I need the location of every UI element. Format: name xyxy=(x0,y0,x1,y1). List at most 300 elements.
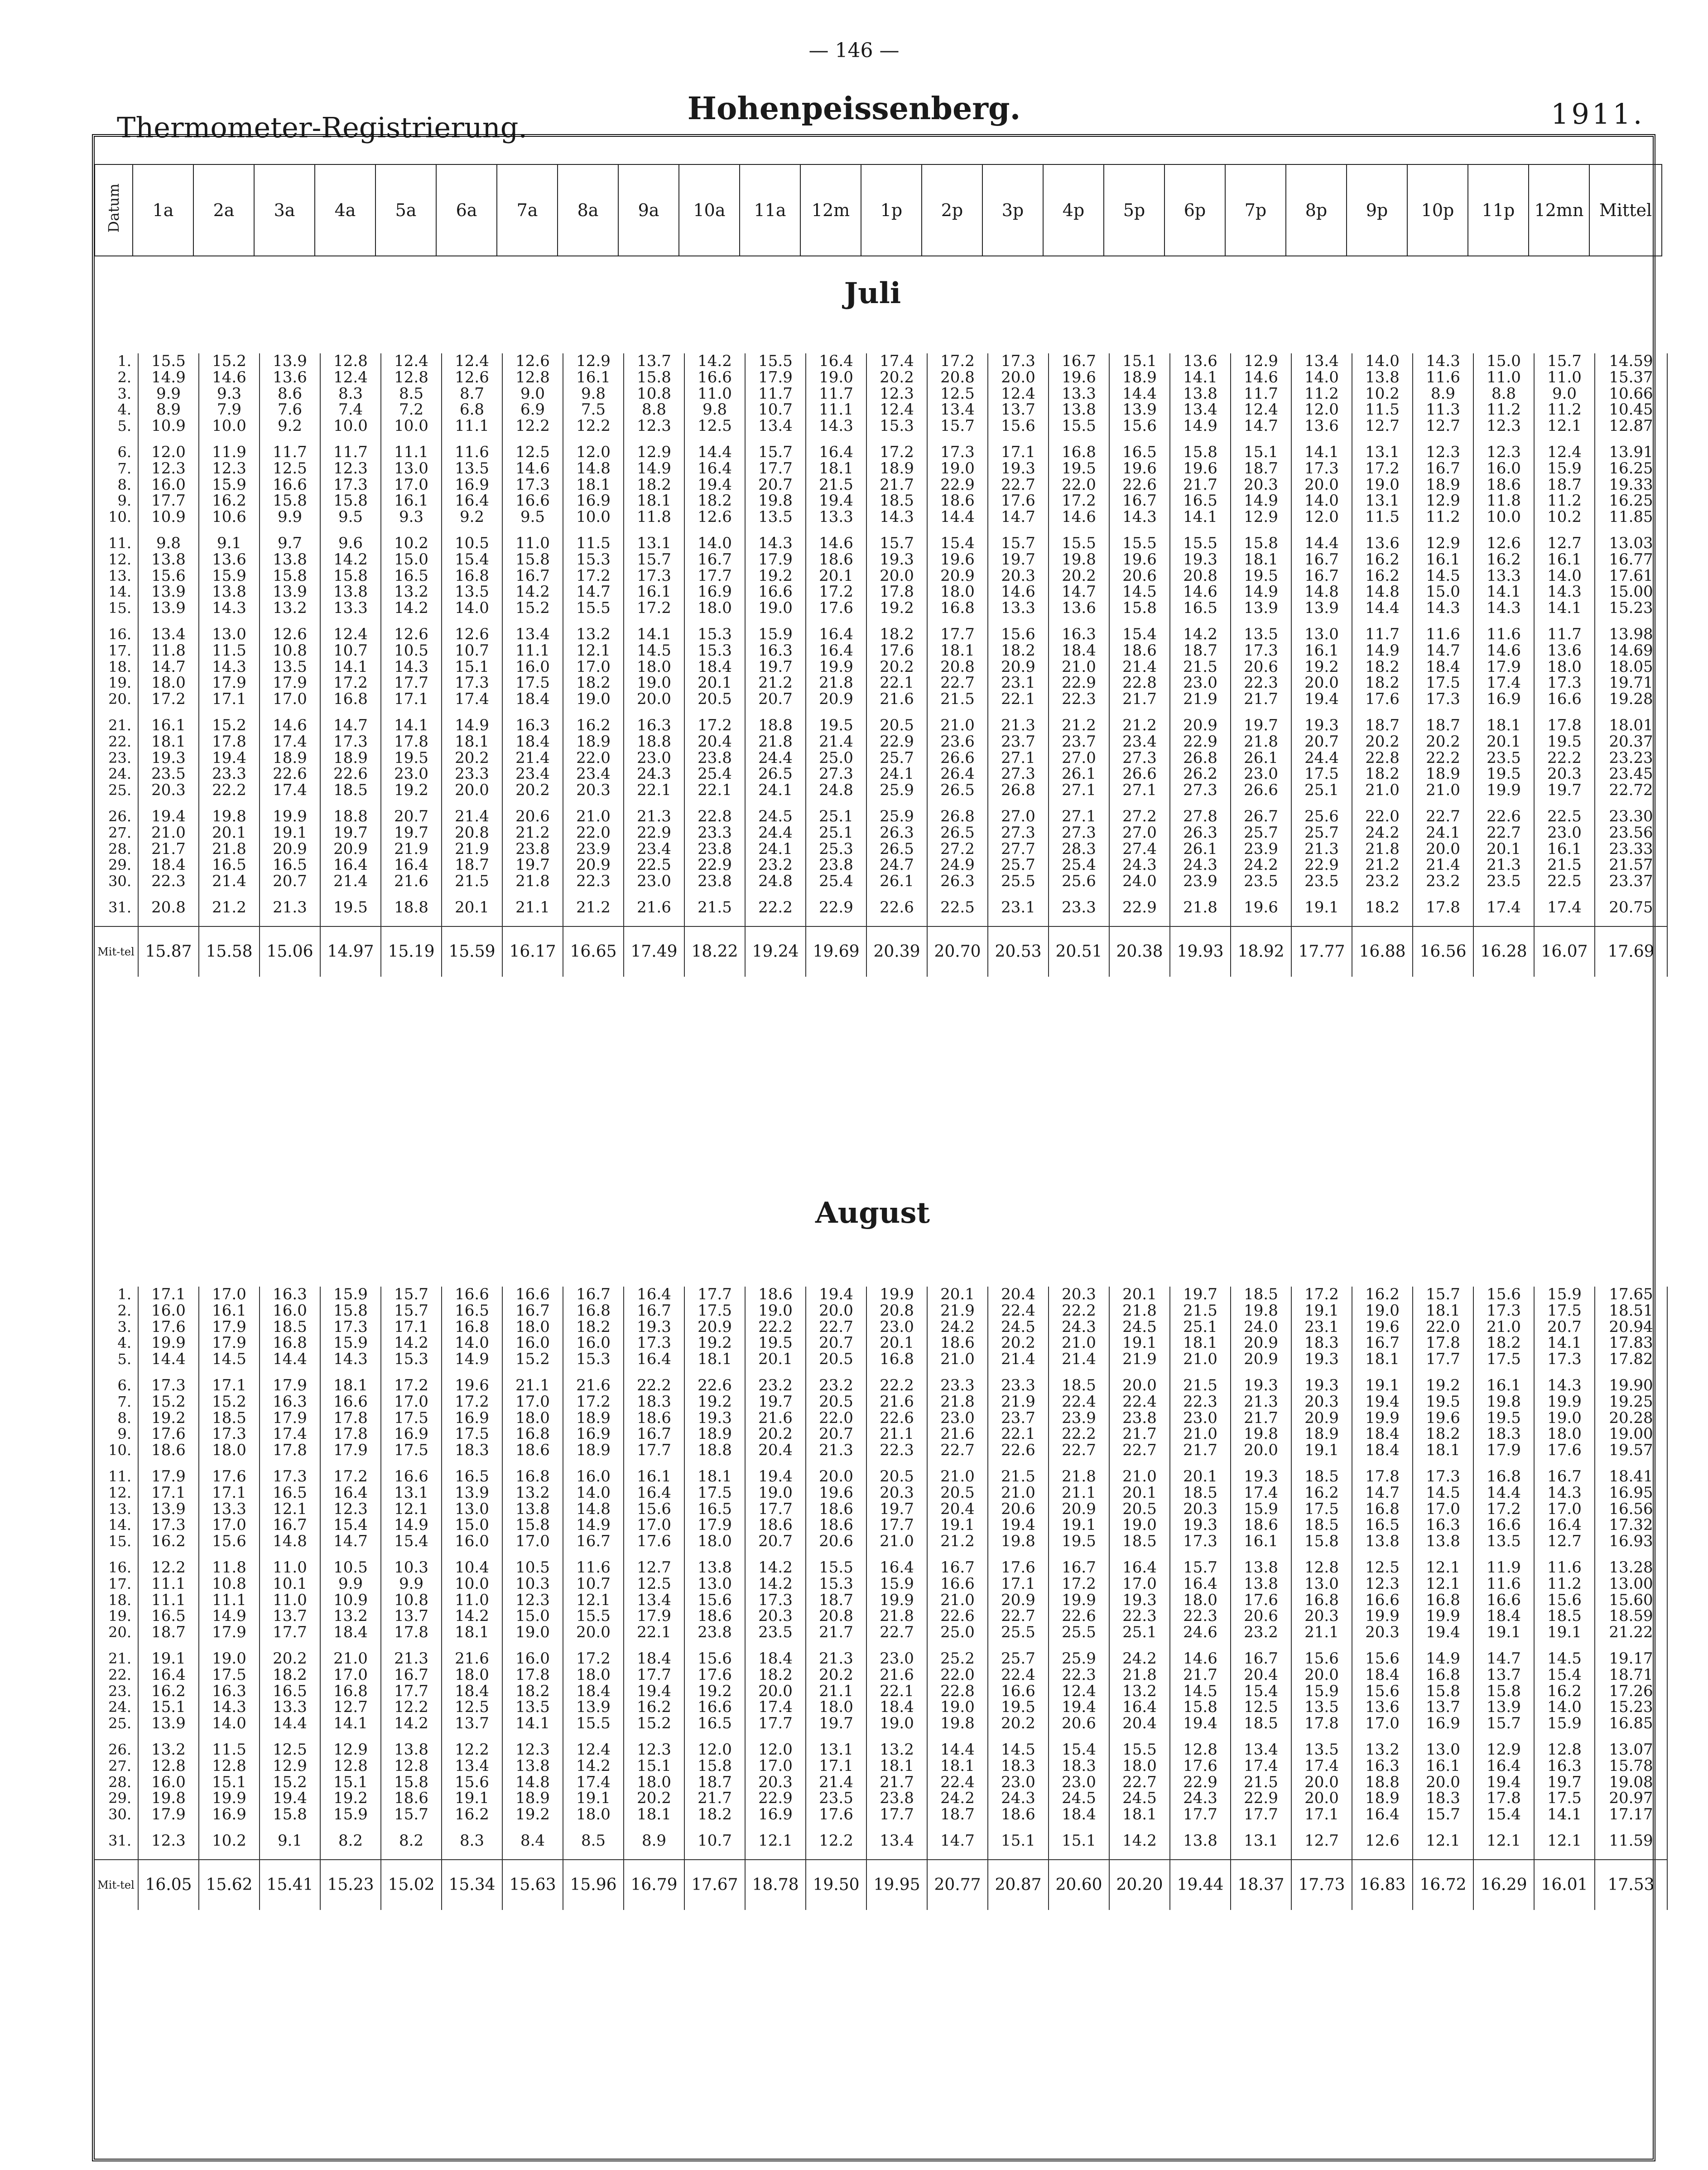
temperature-cell: 16.8 xyxy=(1473,1469,1534,1485)
temperature-cell: 26.3 xyxy=(866,825,927,841)
temperature-cell: 25.1 xyxy=(1170,1319,1231,1336)
temperature-cell: 17.3 xyxy=(502,477,563,493)
temperature-cell: 20.7 xyxy=(806,1426,866,1442)
temperature-cell: 21.6 xyxy=(866,691,927,708)
temperature-cell: 9.2 xyxy=(442,509,502,526)
table-row xyxy=(94,1469,1667,1485)
temperature-cell: 19.6 xyxy=(1231,900,1291,916)
mittel-label: Mit-tel xyxy=(94,926,138,977)
temperature-cell: 14.3 xyxy=(381,659,442,675)
temperature-cell: 11.0 xyxy=(684,386,745,402)
hourly-mean-cell: 19.95 xyxy=(866,1860,927,1910)
table-row xyxy=(94,1319,1667,1336)
temperature-cell: 18.0 xyxy=(199,1442,260,1459)
temperature-cell: 12.7 xyxy=(320,1699,381,1716)
temperature-cell: 21.8 xyxy=(927,1394,988,1410)
temperature-cell: 19.6 xyxy=(1413,1410,1473,1427)
temperature-cell: 18.3 xyxy=(442,1442,502,1459)
temperature-cell: 24.5 xyxy=(988,1319,1049,1336)
temperature-cell: 21.1 xyxy=(502,900,563,916)
temperature-cell: 23.8 xyxy=(1109,1410,1170,1427)
spacer-cell xyxy=(684,1849,745,1860)
temperature-cell: 16.6 xyxy=(260,477,320,493)
header-hour: 7a xyxy=(497,164,558,256)
temperature-cell: 14.4 xyxy=(927,1742,988,1758)
temperature-cell: 16.0 xyxy=(563,1469,624,1485)
temperature-cell: 13.9 xyxy=(138,600,199,617)
temperature-cell: 14.8 xyxy=(563,1501,624,1518)
daily-mean-cell: 12.87 xyxy=(1595,418,1667,434)
temperature-cell: 18.1 xyxy=(1352,1351,1413,1368)
temperature-cell: 22.5 xyxy=(927,900,988,916)
temperature-cell: 14.6 xyxy=(1473,643,1534,659)
temperature-cell: 14.4 xyxy=(927,509,988,526)
temperature-cell: 9.9 xyxy=(260,509,320,526)
temperature-cell: 10.8 xyxy=(260,643,320,659)
temperature-cell: 18.9 xyxy=(1352,1790,1413,1807)
temperature-cell: 16.4 xyxy=(1534,1517,1595,1533)
temperature-cell: 21.0 xyxy=(866,1533,927,1550)
temperature-cell: 15.9 xyxy=(745,627,806,643)
temperature-cell: 21.8 xyxy=(1109,1667,1170,1683)
temperature-cell: 15.4 xyxy=(927,535,988,552)
temperature-cell: 21.7 xyxy=(806,1625,866,1641)
temperature-cell: 22.4 xyxy=(988,1667,1049,1683)
spacer-cell xyxy=(563,1849,624,1860)
temperature-cell: 13.5 xyxy=(1231,627,1291,643)
temperature-cell: 9.3 xyxy=(381,509,442,526)
temperature-cell: 13.8 xyxy=(1049,402,1109,418)
temperature-cell: 18.4 xyxy=(1473,1608,1534,1625)
day-label: 24. xyxy=(108,765,131,783)
temperature-cell: 17.0 xyxy=(502,1394,563,1410)
temperature-cell: 14.4 xyxy=(138,1351,199,1368)
temperature-cell: 24.4 xyxy=(1291,750,1352,767)
temperature-cell: 19.4 xyxy=(1291,691,1352,708)
temperature-cell: 17.6 xyxy=(199,1469,260,1485)
temperature-cell: 16.7 xyxy=(1352,1335,1413,1351)
temperature-cell: 23.5 xyxy=(1291,873,1352,890)
temperature-cell: 17.7 xyxy=(624,1667,684,1683)
temperature-cell: 11.7 xyxy=(1352,627,1413,643)
temperature-cell: 15.7 xyxy=(927,418,988,434)
temperature-cell: 16.8 xyxy=(1049,444,1109,461)
temperature-cell: 17.6 xyxy=(806,1807,866,1823)
temperature-cell: 19.9 xyxy=(1352,1410,1413,1427)
daily-mean-cell: 17.17 xyxy=(1595,1807,1667,1823)
temperature-cell: 16.1 xyxy=(1231,1533,1291,1550)
temperature-cell: 13.8 xyxy=(1352,370,1413,386)
table-row xyxy=(94,370,1667,386)
temperature-cell: 21.8 xyxy=(806,675,866,691)
temperature-cell: 17.7 xyxy=(1170,1807,1231,1823)
temperature-cell: 15.5 xyxy=(1109,535,1170,552)
temperature-cell: 17.0 xyxy=(745,1758,806,1775)
temperature-cell: 20.3 xyxy=(1291,1608,1352,1625)
temperature-cell: 22.3 xyxy=(1049,1667,1109,1683)
temperature-cell: 18.3 xyxy=(1413,1790,1473,1807)
temperature-cell: 14.5 xyxy=(1534,1651,1595,1667)
temperature-cell: 19.5 xyxy=(381,750,442,767)
temperature-cell: 14.1 xyxy=(381,718,442,734)
spacer-cell xyxy=(94,1368,138,1378)
hourly-mean-cell: 16.72 xyxy=(1413,1860,1473,1910)
temperature-cell: 17.9 xyxy=(260,1378,320,1394)
temperature-cell: 17.8 xyxy=(1534,718,1595,734)
table-row xyxy=(94,493,1667,509)
temperature-cell: 22.5 xyxy=(1534,809,1595,825)
hourly-mean-cell: 15.59 xyxy=(442,926,502,977)
temperature-cell: 23.0 xyxy=(1170,675,1231,691)
temperature-cell: 15.9 xyxy=(1534,461,1595,477)
temperature-cell: 20.2 xyxy=(988,1335,1049,1351)
temperature-cell: 17.9 xyxy=(745,370,806,386)
day-label: 10. xyxy=(108,508,131,526)
temperature-cell: 19.4 xyxy=(624,1683,684,1700)
temperature-cell: 9.0 xyxy=(1534,386,1595,402)
mittel-row xyxy=(94,1860,1667,1910)
temperature-cell: 11.6 xyxy=(1534,1560,1595,1576)
temperature-cell: 17.0 xyxy=(1534,1501,1595,1518)
temperature-cell: 18.4 xyxy=(442,1683,502,1700)
temperature-cell: 21.6 xyxy=(866,1394,927,1410)
temperature-cell: 18.6 xyxy=(381,1790,442,1807)
day-label: 1. xyxy=(117,352,131,370)
spacer-cell xyxy=(94,799,138,809)
temperature-cell: 22.2 xyxy=(866,1378,927,1394)
hourly-mean-cell: 16.01 xyxy=(1534,1860,1595,1910)
temperature-cell: 15.7 xyxy=(381,1287,442,1303)
temperature-cell: 14.7 xyxy=(320,1533,381,1550)
temperature-cell: 13.8 xyxy=(1170,1833,1231,1849)
temperature-cell: 17.0 xyxy=(199,1287,260,1303)
temperature-cell: 22.2 xyxy=(199,782,260,799)
temperature-cell: 18.6 xyxy=(502,1442,563,1459)
temperature-cell: 10.7 xyxy=(442,643,502,659)
day-label: 3. xyxy=(117,385,131,402)
temperature-cell: 19.5 xyxy=(1534,734,1595,750)
hourly-mean-cell: 15.02 xyxy=(381,1860,442,1910)
temperature-cell: 20.4 xyxy=(745,1442,806,1459)
temperature-cell: 9.2 xyxy=(260,418,320,434)
spacer-cell xyxy=(1231,916,1291,926)
daily-mean-cell: 16.95 xyxy=(1595,1485,1667,1501)
page-number: — 146 — xyxy=(808,39,900,62)
day-label: 2. xyxy=(117,1302,131,1319)
temperature-cell: 19.5 xyxy=(988,1699,1049,1716)
temperature-cell: 18.5 xyxy=(1534,1608,1595,1625)
spacer-cell xyxy=(745,1849,806,1860)
temperature-cell: 13.4 xyxy=(927,402,988,418)
temperature-cell: 20.0 xyxy=(1231,1442,1291,1459)
temperature-cell: 18.8 xyxy=(624,734,684,750)
temperature-cell: 12.5 xyxy=(1231,1699,1291,1716)
temperature-cell: 18.0 xyxy=(684,1533,745,1550)
temperature-cell: 16.3 xyxy=(199,1683,260,1700)
temperature-cell: 18.9 xyxy=(563,1410,624,1427)
temperature-cell: 21.6 xyxy=(563,1378,624,1394)
temperature-cell: 13.4 xyxy=(442,1758,502,1775)
temperature-cell: 16.1 xyxy=(624,1469,684,1485)
temperature-cell: 21.8 xyxy=(1352,841,1413,858)
temperature-cell: 12.4 xyxy=(563,1742,624,1758)
hourly-mean-cell: 20.60 xyxy=(1049,1860,1109,1910)
table-row xyxy=(94,750,1667,767)
temperature-cell: 19.8 xyxy=(1049,552,1109,568)
temperature-cell: 18.4 xyxy=(1049,1807,1109,1823)
temperature-cell: 12.6 xyxy=(684,509,745,526)
temperature-cell: 17.8 xyxy=(1413,1335,1473,1351)
temperature-cell: 13.5 xyxy=(260,659,320,675)
temperature-cell: 14.0 xyxy=(1291,493,1352,509)
temperature-cell: 23.0 xyxy=(624,873,684,890)
temperature-cell: 15.1 xyxy=(138,1699,199,1716)
temperature-cell: 14.6 xyxy=(806,535,866,552)
temperature-cell: 14.6 xyxy=(199,370,260,386)
temperature-cell: 12.4 xyxy=(320,370,381,386)
temperature-cell: 17.1 xyxy=(138,1287,199,1303)
temperature-cell: 25.4 xyxy=(1049,857,1109,873)
temperature-cell: 8.9 xyxy=(1413,386,1473,402)
temperature-cell: 19.3 xyxy=(988,461,1049,477)
temperature-cell: 22.3 xyxy=(1231,675,1291,691)
temperature-cell: 22.0 xyxy=(563,750,624,767)
temperature-cell: 12.0 xyxy=(1291,402,1352,418)
temperature-cell: 24.7 xyxy=(866,857,927,873)
temperature-cell: 24.1 xyxy=(745,841,806,858)
temperature-cell: 20.0 xyxy=(806,1303,866,1319)
day-label: 19. xyxy=(108,1607,131,1625)
temperature-cell: 20.3 xyxy=(1352,1625,1413,1641)
temperature-cell: 19.9 xyxy=(866,1287,927,1303)
daily-mean-cell: 16.25 xyxy=(1595,493,1667,509)
temperature-cell: 22.4 xyxy=(988,1303,1049,1319)
temperature-cell: 10.7 xyxy=(684,1833,745,1849)
temperature-cell: 13.1 xyxy=(1352,444,1413,461)
temperature-cell: 27.0 xyxy=(1049,750,1109,767)
temperature-cell: 21.7 xyxy=(1109,691,1170,708)
temperature-cell: 15.8 xyxy=(320,493,381,509)
temperature-cell: 17.3 xyxy=(1413,1469,1473,1485)
hourly-mean-cell: 16.65 xyxy=(563,926,624,977)
temperature-cell: 21.7 xyxy=(138,841,199,858)
temperature-cell: 24.0 xyxy=(1231,1319,1291,1336)
temperature-cell: 23.3 xyxy=(927,1378,988,1394)
temperature-cell: 23.9 xyxy=(1170,873,1231,890)
temperature-cell: 14.3 xyxy=(1534,1378,1595,1394)
temperature-cell: 21.5 xyxy=(1231,1775,1291,1791)
temperature-cell: 27.8 xyxy=(1170,809,1231,825)
temperature-cell: 20.1 xyxy=(866,1335,927,1351)
spacer-cell xyxy=(927,916,988,926)
temperature-cell: 21.6 xyxy=(624,900,684,916)
temperature-cell: 11.1 xyxy=(199,1592,260,1609)
temperature-cell: 15.8 xyxy=(260,568,320,584)
table-row xyxy=(94,734,1667,750)
temperature-cell: 15.2 xyxy=(502,600,563,617)
month-title-juli: Juli xyxy=(844,276,901,310)
temperature-cell: 17.3 xyxy=(260,1469,320,1485)
temperature-cell: 19.4 xyxy=(1473,1775,1534,1791)
temperature-cell: 16.7 xyxy=(563,1287,624,1303)
temperature-cell: 21.0 xyxy=(1170,1351,1231,1368)
temperature-cell: 21.6 xyxy=(866,1667,927,1683)
temperature-cell: 18.6 xyxy=(806,1517,866,1533)
temperature-cell: 17.9 xyxy=(199,1625,260,1641)
temperature-cell: 20.9 xyxy=(1049,1501,1109,1518)
temperature-cell: 12.2 xyxy=(806,1833,866,1849)
temperature-cell: 21.1 xyxy=(806,1683,866,1700)
temperature-cell: 17.4 xyxy=(1231,1485,1291,1501)
temperature-cell: 19.8 xyxy=(745,493,806,509)
daily-mean-cell: 23.23 xyxy=(1595,750,1667,767)
temperature-cell: 16.4 xyxy=(320,857,381,873)
temperature-cell: 16.4 xyxy=(1473,1758,1534,1775)
temperature-cell: 22.0 xyxy=(1352,809,1413,825)
temperature-cell: 12.1 xyxy=(1534,1833,1595,1849)
temperature-cell: 22.8 xyxy=(684,809,745,825)
temperature-cell: 17.0 xyxy=(381,1394,442,1410)
temperature-cell: 19.2 xyxy=(320,1790,381,1807)
temperature-cell: 17.3 xyxy=(320,477,381,493)
temperature-cell: 13.5 xyxy=(1291,1699,1352,1716)
temperature-cell: 15.7 xyxy=(381,1303,442,1319)
temperature-cell: 10.0 xyxy=(199,418,260,434)
temperature-cell: 23.4 xyxy=(624,841,684,858)
temperature-cell: 25.7 xyxy=(988,857,1049,873)
temperature-cell: 16.9 xyxy=(442,1410,502,1427)
temperature-cell: 24.3 xyxy=(1170,857,1231,873)
temperature-cell: 15.9 xyxy=(1231,1501,1291,1518)
table-row xyxy=(94,1576,1667,1592)
temperature-cell: 19.7 xyxy=(745,1394,806,1410)
temperature-cell: 22.0 xyxy=(563,825,624,841)
temperature-cell: 13.8 xyxy=(199,584,260,600)
temperature-cell: 16.3 xyxy=(1534,1758,1595,1775)
temperature-cell: 14.5 xyxy=(624,643,684,659)
table-row xyxy=(94,353,1667,370)
daily-mean-cell: 13.03 xyxy=(1595,535,1667,552)
day-label: 7. xyxy=(117,1393,131,1410)
temperature-cell: 18.5 xyxy=(1231,1287,1291,1303)
temperature-cell: 18.1 xyxy=(624,493,684,509)
table-row xyxy=(94,1351,1667,1368)
spacer-cell xyxy=(94,617,138,627)
temperature-cell: 11.7 xyxy=(320,444,381,461)
temperature-cell: 22.3 xyxy=(563,873,624,890)
day-label: 6. xyxy=(117,1376,131,1394)
temperature-cell: 16.2 xyxy=(1291,1485,1352,1501)
temperature-cell: 14.3 xyxy=(1413,600,1473,617)
daily-mean-cell: 20.97 xyxy=(1595,1790,1667,1807)
temperature-cell: 25.7 xyxy=(988,1651,1049,1667)
temperature-cell: 10.0 xyxy=(563,509,624,526)
temperature-cell: 17.2 xyxy=(381,1378,442,1394)
temperature-cell: 16.7 xyxy=(684,552,745,568)
temperature-cell: 19.7 xyxy=(988,552,1049,568)
temperature-cell: 25.5 xyxy=(988,1625,1049,1641)
temperature-cell: 17.5 xyxy=(442,1426,502,1442)
day-label: 1. xyxy=(117,1286,131,1303)
temperature-cell: 12.9 xyxy=(1473,1742,1534,1758)
temperature-cell: 20.5 xyxy=(866,1469,927,1485)
temperature-cell: 15.1 xyxy=(1049,1833,1109,1849)
temperature-cell: 15.2 xyxy=(199,1394,260,1410)
temperature-cell: 23.2 xyxy=(745,857,806,873)
day-label: 18. xyxy=(108,658,131,675)
table-row xyxy=(94,1625,1667,1641)
spacer-cell xyxy=(94,708,138,718)
temperature-cell: 19.0 xyxy=(927,461,988,477)
daily-mean-cell: 17.65 xyxy=(1595,1287,1667,1303)
temperature-cell: 22.1 xyxy=(684,782,745,799)
temperature-cell: 13.7 xyxy=(1413,1699,1473,1716)
temperature-cell: 20.9 xyxy=(988,659,1049,675)
temperature-cell: 23.8 xyxy=(684,873,745,890)
temperature-cell: 17.8 xyxy=(1473,1790,1534,1807)
temperature-cell: 15.1 xyxy=(320,1775,381,1791)
temperature-cell: 14.0 xyxy=(684,535,745,552)
temperature-cell: 14.9 xyxy=(381,1517,442,1533)
temperature-cell: 17.7 xyxy=(260,1625,320,1641)
temperature-cell: 23.0 xyxy=(1534,825,1595,841)
temperature-cell: 18.3 xyxy=(1473,1426,1534,1442)
spacer-cell xyxy=(806,1849,866,1860)
temperature-cell: 17.8 xyxy=(866,584,927,600)
temperature-cell: 16.8 xyxy=(502,1469,563,1485)
temperature-cell: 21.7 xyxy=(1170,1442,1231,1459)
spacer-cell xyxy=(94,434,138,444)
temperature-cell: 21.9 xyxy=(1170,691,1231,708)
temperature-cell: 18.4 xyxy=(866,1699,927,1716)
temperature-cell: 12.2 xyxy=(381,1699,442,1716)
day-label: 5. xyxy=(117,417,131,435)
temperature-cell: 19.2 xyxy=(138,1410,199,1427)
temperature-cell: 14.3 xyxy=(199,659,260,675)
temperature-cell: 12.5 xyxy=(442,1699,502,1716)
temperature-cell: 18.7 xyxy=(806,1592,866,1609)
temperature-cell: 20.2 xyxy=(745,1426,806,1442)
header-hour: 11p xyxy=(1468,164,1529,256)
temperature-cell: 16.2 xyxy=(138,1683,199,1700)
daily-mean-cell: 21.57 xyxy=(1595,857,1667,873)
temperature-cell: 18.1 xyxy=(563,477,624,493)
day-label: 10. xyxy=(108,1442,131,1459)
temperature-cell: 15.9 xyxy=(320,1335,381,1351)
temperature-cell: 20.2 xyxy=(988,1716,1049,1732)
temperature-cell: 8.3 xyxy=(320,386,381,402)
temperature-cell: 22.1 xyxy=(988,1426,1049,1442)
hourly-mean-cell: 20.70 xyxy=(927,926,988,977)
spacer-cell xyxy=(94,1550,138,1560)
temperature-cell: 13.4 xyxy=(745,418,806,434)
temperature-cell: 22.3 xyxy=(1170,1608,1231,1625)
table-row xyxy=(94,1775,1667,1791)
temperature-cell: 16.7 xyxy=(927,1560,988,1576)
temperature-cell: 19.7 xyxy=(806,1716,866,1732)
temperature-cell: 24.2 xyxy=(1109,1651,1170,1667)
hourly-mean-cell: 14.97 xyxy=(320,926,381,977)
temperature-cell: 19.8 xyxy=(138,1790,199,1807)
temperature-cell: 15.2 xyxy=(624,1716,684,1732)
temperature-cell: 18.6 xyxy=(684,1608,745,1625)
daily-mean-cell: 15.23 xyxy=(1595,1699,1667,1716)
temperature-cell: 23.8 xyxy=(684,1625,745,1641)
temperature-cell: 20.2 xyxy=(866,370,927,386)
temperature-cell: 14.8 xyxy=(260,1533,320,1550)
temperature-cell: 19.1 xyxy=(1291,1442,1352,1459)
temperature-cell: 19.9 xyxy=(260,809,320,825)
